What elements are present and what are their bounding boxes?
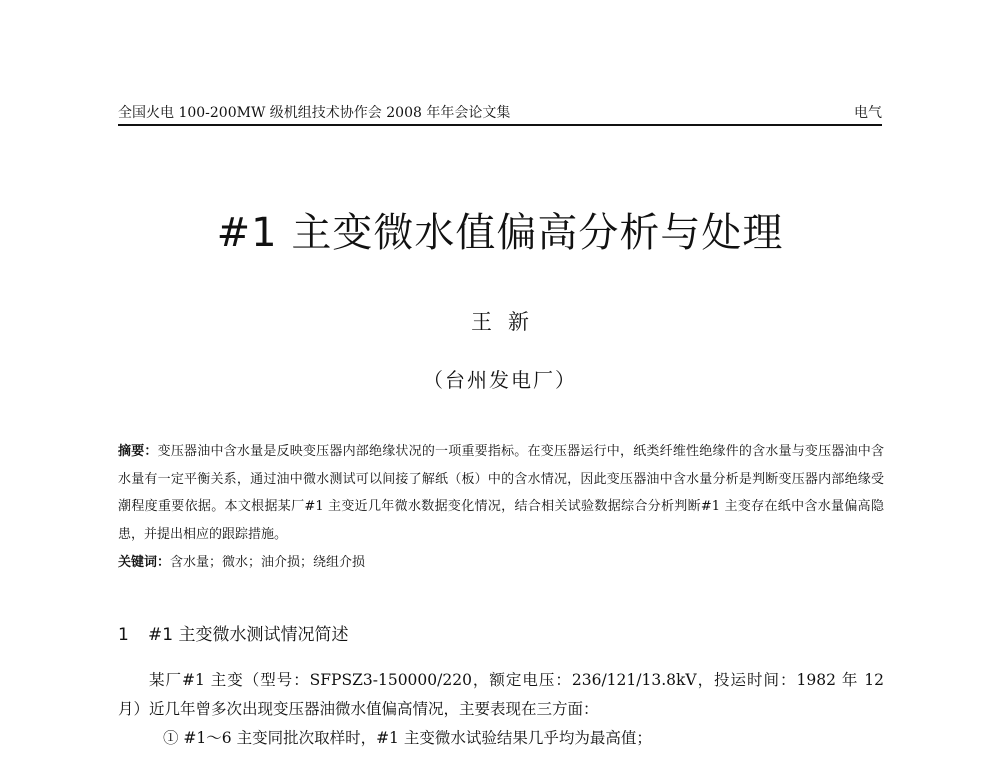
- keywords-label: 关键词：: [118, 555, 171, 570]
- author-name: 王新: [471, 310, 545, 334]
- body-paragraph: 某厂#1 主变（型号：SFPSZ3-150000/220，额定电压：236/121/13.8kV，投运时间：1982 年 12 月）近几年曾多次出现变压器油微水值偏高情况，主要表现在三方面：: [118, 671, 884, 718]
- section-heading: [118, 622, 884, 648]
- author-affiliation: （台州发电厂）: [423, 368, 577, 392]
- header-proceedings-title: 全国火电 100-200MW 级机组技术协作会 2008 年年会论文集: [118, 105, 511, 121]
- list-item: ① #1～6 主变同批次取样时，#1 主变微水试验结果几乎均为最高值；: [163, 729, 652, 747]
- header-rule: [118, 124, 882, 126]
- abstract-label: 摘要：: [118, 444, 158, 459]
- paper-title: #1 主变微水值偏高分析与处理: [216, 210, 784, 256]
- section-title: #1 主变微水测试情况简述: [148, 625, 349, 645]
- abstract: [118, 438, 884, 548]
- keywords: [118, 550, 884, 576]
- abstract-text: 变压器油中含水量是反映变压器内部绝缘状况的一项重要指标。在变压器运行中，纸类纤维性绝缘件的含水量与变压器油中含水量有一定平衡关系，通过油中微水测试可以间接了解纸（板）中的含水情况，因此变压器油中含水量分析是判断变压器内部绝缘受潮程度重要依据。本文根据某厂#1 主变近几年微水数据变化情况，结合相关试验数据综合分析判断#1 主变存在纸中含水量偏高隐患，并提出相应的跟踪措施。: [118, 444, 884, 542]
- section-number: 1: [118, 625, 129, 645]
- body-text: [118, 666, 884, 753]
- header-category: 电气: [854, 105, 882, 121]
- running-header: [118, 103, 882, 123]
- keywords-text: 含水量；微水；油介损；绕组介损: [170, 555, 366, 570]
